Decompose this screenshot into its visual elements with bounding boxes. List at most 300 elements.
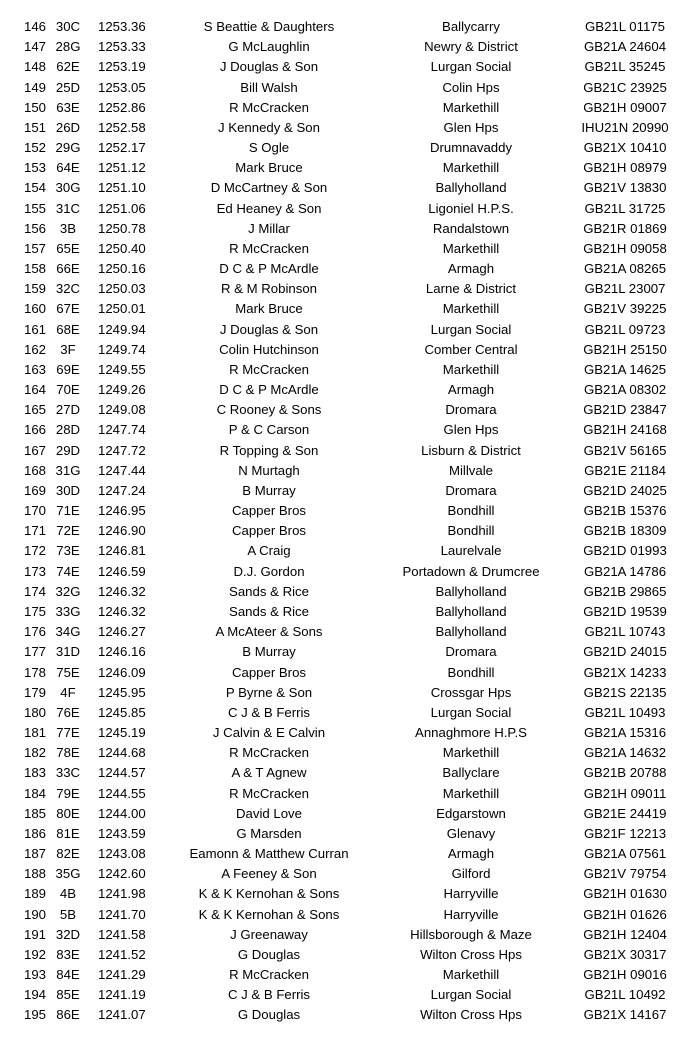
table-row: [0, 965, 687, 985]
ring-number-cell: GB21H 24168: [583, 422, 667, 438]
section-cell: 68E: [56, 321, 80, 337]
fancier-name-cell: G Douglas: [237, 1007, 301, 1023]
club-cell: Harryville: [443, 886, 499, 902]
fancier-name-cell: J Douglas & Son: [219, 321, 319, 337]
ring-number-cell: GB21H 08979: [583, 160, 667, 176]
table-row: [0, 320, 687, 340]
section-cell: 82E: [56, 846, 80, 862]
velocity-cell: 1252.86: [98, 99, 146, 115]
ring-number-cell: GB21L 10492: [584, 987, 666, 1003]
table-row: [0, 743, 687, 763]
velocity-cell: 1247.72: [98, 442, 146, 458]
club-cell: Markethill: [442, 361, 500, 377]
velocity-cell: 1245.95: [98, 684, 146, 700]
ring-number-cell: GB21H 25150: [583, 341, 667, 357]
ring-number-cell: GB21H 01626: [583, 906, 667, 922]
fancier-name-cell: Sands & Rice: [229, 603, 309, 619]
section-cell: 69E: [56, 361, 80, 377]
position-cell: 173: [23, 563, 46, 579]
table-row: [0, 622, 687, 642]
section-cell: 32G: [55, 583, 81, 599]
section-cell: 29G: [55, 140, 81, 156]
velocity-cell: 1241.29: [98, 967, 146, 983]
table-row: [0, 17, 687, 37]
club-cell: Markethill: [442, 160, 500, 176]
ring-number-cell: IHU21N 20990: [581, 119, 669, 135]
section-cell: 71E: [56, 503, 80, 519]
section-cell: 84E: [56, 967, 80, 983]
table-row: [0, 400, 687, 420]
fancier-name-cell: N Murtagh: [238, 462, 300, 478]
fancier-name-cell: J Douglas & Son: [219, 59, 319, 75]
velocity-cell: 1252.58: [98, 119, 146, 135]
position-cell: 150: [23, 99, 46, 115]
section-cell: 75E: [56, 664, 80, 680]
fancier-name-cell: R McCracken: [229, 745, 309, 761]
club-cell: Comber Central: [424, 341, 518, 357]
velocity-cell: 1246.95: [98, 503, 146, 519]
section-cell: 31G: [55, 462, 81, 478]
ring-number-cell: GB21A 15316: [583, 725, 667, 741]
section-cell: 5B: [59, 906, 77, 922]
table-row: [0, 763, 687, 783]
club-cell: Bondhill: [447, 523, 495, 539]
fancier-name-cell: D C & P McArdle: [219, 261, 319, 277]
section-cell: 29D: [55, 442, 81, 458]
club-cell: Glenavy: [446, 825, 496, 841]
velocity-cell: 1250.01: [98, 301, 146, 317]
section-cell: 85E: [56, 987, 80, 1003]
club-cell: Glen Hps: [443, 422, 499, 438]
table-row: [0, 864, 687, 884]
ring-number-cell: GB21D 01993: [583, 543, 667, 559]
club-cell: Millvale: [449, 462, 493, 478]
club-cell: Harryville: [443, 906, 499, 922]
section-cell: 73E: [56, 543, 80, 559]
table-row: [0, 138, 687, 158]
position-cell: 193: [23, 967, 46, 983]
velocity-cell: 1246.27: [98, 624, 146, 640]
section-cell: 32C: [55, 281, 81, 297]
section-cell: 28G: [55, 39, 81, 55]
ring-number-cell: GB21X 30317: [583, 946, 667, 962]
section-cell: 4B: [59, 886, 77, 902]
fancier-name-cell: J Kennedy & Son: [218, 119, 320, 135]
ring-number-cell: GB21D 19539: [583, 603, 667, 619]
ring-number-cell: GB21X 10410: [583, 140, 667, 156]
ring-number-cell: GB21D 24015: [583, 644, 667, 660]
club-cell: Armagh: [447, 261, 495, 277]
fancier-name-cell: G Douglas: [237, 946, 301, 962]
ring-number-cell: GB21H 09016: [583, 967, 667, 983]
ring-number-cell: GB21L 23007: [584, 281, 666, 297]
club-cell: Colin Hps: [442, 79, 500, 95]
velocity-cell: 1249.94: [98, 321, 146, 337]
velocity-cell: 1250.16: [98, 261, 146, 277]
table-row: [0, 279, 687, 299]
ring-number-cell: GB21H 09058: [583, 240, 667, 256]
fancier-name-cell: A & T Agnew: [231, 765, 307, 781]
ring-number-cell: GB21R 01869: [583, 220, 667, 236]
fancier-name-cell: G Marsden: [236, 825, 302, 841]
section-cell: 3F: [60, 341, 76, 357]
table-row: [0, 703, 687, 723]
section-cell: 35G: [55, 866, 81, 882]
ring-number-cell: GB21V 56165: [583, 442, 667, 458]
section-cell: 32D: [55, 926, 81, 942]
club-cell: Ballycarry: [442, 19, 500, 34]
club-cell: Wilton Cross Hps: [420, 946, 522, 962]
ring-number-cell: GB21L 10743: [584, 624, 666, 640]
club-cell: Lurgan Social: [430, 321, 512, 337]
position-cell: 148: [23, 59, 46, 75]
section-cell: 27D: [55, 402, 81, 418]
club-cell: Bondhill: [447, 664, 495, 680]
club-cell: Lurgan Social: [430, 59, 512, 75]
section-cell: 86E: [56, 1007, 80, 1023]
position-cell: 153: [23, 160, 46, 176]
club-cell: Ballyholland: [435, 603, 507, 619]
fancier-name-cell: C J & B Ferris: [227, 987, 311, 1003]
velocity-cell: 1251.10: [98, 180, 146, 196]
velocity-cell: 1244.00: [98, 805, 146, 821]
position-cell: 194: [23, 987, 46, 1003]
velocity-cell: 1244.68: [98, 745, 146, 761]
fancier-name-cell: R & M Robinson: [220, 281, 317, 297]
fancier-name-cell: J Millar: [248, 220, 290, 236]
section-cell: 78E: [56, 745, 80, 761]
table-row: [0, 37, 687, 57]
velocity-cell: 1243.59: [98, 825, 146, 841]
club-cell: Hillsborough & Maze: [410, 926, 532, 942]
table-row: [0, 481, 687, 501]
club-cell: Markethill: [442, 967, 500, 983]
position-cell: 185: [23, 805, 46, 821]
section-cell: 63E: [56, 99, 80, 115]
fancier-name-cell: J Calvin & E Calvin: [212, 725, 326, 741]
table-row: [0, 541, 687, 561]
fancier-name-cell: R McCracken: [229, 785, 309, 801]
fancier-name-cell: A McAteer & Sons: [215, 624, 323, 640]
table-row: [0, 784, 687, 804]
fancier-name-cell: K & K Kernohan & Sons: [198, 906, 340, 922]
table-row: [0, 219, 687, 239]
fancier-name-cell: B Murray: [242, 644, 296, 660]
ring-number-cell: GB21H 09007: [583, 99, 667, 115]
table-row: [0, 57, 687, 77]
position-cell: 151: [23, 119, 46, 135]
section-cell: 30G: [55, 180, 81, 196]
club-cell: Dromara: [445, 644, 497, 660]
position-cell: 154: [23, 180, 46, 196]
club-cell: Crossgar Hps: [430, 684, 512, 700]
section-cell: 64E: [56, 160, 80, 176]
section-cell: 34G: [55, 624, 81, 640]
position-cell: 182: [23, 745, 46, 761]
velocity-cell: 1245.85: [98, 704, 146, 720]
fancier-name-cell: David Love: [236, 805, 302, 821]
position-cell: 166: [23, 422, 46, 438]
position-cell: 152: [23, 140, 46, 156]
fancier-name-cell: Mark Bruce: [235, 160, 303, 176]
ring-number-cell: GB21V 39225: [583, 301, 667, 317]
velocity-cell: 1242.60: [98, 866, 146, 882]
club-cell: Lisburn & District: [421, 442, 521, 458]
section-cell: 33C: [55, 765, 81, 781]
table-row: [0, 521, 687, 541]
table-row: [0, 239, 687, 259]
table-row: [0, 380, 687, 400]
position-cell: 155: [23, 200, 46, 216]
section-cell: 33G: [55, 603, 81, 619]
position-cell: 165: [23, 402, 46, 418]
ring-number-cell: GB21A 24604: [583, 39, 667, 55]
fancier-name-cell: Bill Walsh: [240, 79, 298, 95]
velocity-cell: 1253.05: [98, 79, 146, 95]
velocity-cell: 1253.33: [98, 39, 146, 55]
ring-number-cell: GB21D 24025: [583, 482, 667, 498]
position-cell: 174: [23, 583, 46, 599]
fancier-name-cell: A Craig: [247, 543, 291, 559]
position-cell: 176: [23, 624, 46, 640]
velocity-cell: 1246.16: [98, 644, 146, 660]
velocity-cell: 1247.24: [98, 482, 146, 498]
velocity-cell: 1246.59: [98, 563, 146, 579]
table-row: [0, 340, 687, 360]
position-cell: 177: [23, 644, 46, 660]
ring-number-cell: GB21H 01630: [583, 886, 667, 902]
section-cell: 26D: [55, 119, 81, 135]
fancier-name-cell: K & K Kernohan & Sons: [198, 886, 340, 902]
table-row: [0, 98, 687, 118]
club-cell: Edgarstown: [436, 805, 506, 821]
fancier-name-cell: G McLaughlin: [228, 39, 310, 55]
fancier-name-cell: Sands & Rice: [229, 583, 309, 599]
table-row: [0, 582, 687, 602]
ring-number-cell: GB21C 23925: [583, 79, 667, 95]
velocity-cell: 1247.74: [98, 422, 146, 438]
position-cell: 183: [23, 765, 46, 781]
position-cell: 171: [23, 523, 46, 539]
fancier-name-cell: Ed Heaney & Son: [216, 200, 322, 216]
velocity-cell: 1241.98: [98, 886, 146, 902]
position-cell: 180: [23, 704, 46, 720]
position-cell: 175: [23, 603, 46, 619]
velocity-cell: 1246.09: [98, 664, 146, 680]
club-cell: Laurelvale: [440, 543, 502, 559]
fancier-name-cell: R McCracken: [229, 361, 309, 377]
fancier-name-cell: Colin Hutchinson: [219, 341, 319, 357]
position-cell: 162: [23, 341, 46, 357]
results-table: [0, 17, 687, 1026]
fancier-name-cell: Capper Bros: [231, 523, 307, 539]
club-cell: Bondhill: [447, 503, 495, 519]
club-cell: Ballyholland: [435, 624, 507, 640]
section-cell: 70E: [56, 382, 80, 398]
position-cell: 189: [23, 886, 46, 902]
club-cell: Ligoniel H.P.S.: [428, 200, 514, 216]
table-row: [0, 804, 687, 824]
velocity-cell: 1247.44: [98, 462, 146, 478]
ring-number-cell: GB21F 12213: [583, 825, 667, 841]
velocity-cell: 1250.78: [98, 220, 146, 236]
position-cell: 163: [23, 361, 46, 377]
table-row: [0, 501, 687, 521]
club-cell: Glen Hps: [443, 119, 499, 135]
club-cell: Larne & District: [425, 281, 517, 297]
position-cell: 190: [23, 906, 46, 922]
position-cell: 179: [23, 684, 46, 700]
position-cell: 195: [23, 1007, 46, 1023]
velocity-cell: 1244.57: [98, 765, 146, 781]
velocity-cell: 1246.32: [98, 603, 146, 619]
table-row: [0, 199, 687, 219]
table-row: [0, 884, 687, 904]
velocity-cell: 1253.19: [98, 59, 146, 75]
table-row: [0, 723, 687, 743]
velocity-cell: 1251.12: [98, 160, 146, 176]
velocity-cell: 1241.52: [98, 946, 146, 962]
velocity-cell: 1243.08: [98, 846, 146, 862]
table-row: [0, 663, 687, 683]
position-cell: 188: [23, 866, 46, 882]
velocity-cell: 1246.90: [98, 523, 146, 539]
fancier-name-cell: R Topping & Son: [219, 442, 319, 458]
position-cell: 187: [23, 846, 46, 862]
fancier-name-cell: S Beattie & Daughters: [203, 19, 335, 34]
position-cell: 160: [23, 301, 46, 317]
position-cell: 191: [23, 926, 46, 942]
position-cell: 192: [23, 946, 46, 962]
table-row: [0, 360, 687, 380]
table-row: [0, 178, 687, 198]
section-cell: 28D: [55, 422, 81, 438]
fancier-name-cell: R McCracken: [229, 240, 309, 256]
velocity-cell: 1246.81: [98, 543, 146, 559]
velocity-cell: 1250.03: [98, 281, 146, 297]
table-row: [0, 642, 687, 662]
club-cell: Wilton Cross Hps: [420, 1007, 522, 1023]
velocity-cell: 1241.19: [98, 987, 146, 1003]
ring-number-cell: GB21H 12404: [583, 926, 667, 942]
position-cell: 181: [23, 725, 46, 741]
table-row: [0, 945, 687, 965]
section-cell: 65E: [56, 240, 80, 256]
position-cell: 170: [23, 503, 46, 519]
position-cell: 169: [23, 482, 46, 498]
section-cell: 74E: [56, 563, 80, 579]
fancier-name-cell: Capper Bros: [231, 664, 307, 680]
section-cell: 3B: [59, 220, 77, 236]
club-cell: Ballyholland: [435, 583, 507, 599]
table-row: [0, 1005, 687, 1025]
club-cell: Armagh: [447, 846, 495, 862]
table-row: [0, 158, 687, 178]
fancier-name-cell: P & C Carson: [228, 422, 310, 438]
club-cell: Drumnavaddy: [429, 140, 513, 156]
position-cell: 156: [23, 220, 46, 236]
club-cell: Armagh: [447, 382, 495, 398]
section-cell: 30D: [55, 482, 81, 498]
position-cell: 167: [23, 442, 46, 458]
club-cell: Markethill: [442, 745, 500, 761]
section-cell: 77E: [56, 725, 80, 741]
club-cell: Portadown & Drumcree: [402, 563, 540, 579]
ring-number-cell: GB21V 79754: [583, 866, 667, 882]
club-cell: Markethill: [442, 99, 500, 115]
position-cell: 149: [23, 79, 46, 95]
velocity-cell: 1245.19: [98, 725, 146, 741]
club-cell: Markethill: [442, 785, 500, 801]
velocity-cell: 1241.70: [98, 906, 146, 922]
fancier-name-cell: D McCartney & Son: [210, 180, 328, 196]
table-row: [0, 78, 687, 98]
club-cell: Annaghmore H.P.S: [415, 725, 527, 741]
club-cell: Dromara: [445, 482, 497, 498]
club-cell: Lurgan Social: [430, 987, 512, 1003]
velocity-cell: 1249.55: [98, 361, 146, 377]
ring-number-cell: GB21L 35245: [584, 59, 666, 75]
position-cell: 178: [23, 664, 46, 680]
ring-number-cell: GB21A 14625: [583, 361, 667, 377]
ring-number-cell: GB21X 14167: [583, 1007, 667, 1023]
ring-number-cell: GB21B 20788: [583, 765, 667, 781]
fancier-name-cell: A Feeney & Son: [221, 866, 317, 882]
fancier-name-cell: Capper Bros: [231, 503, 307, 519]
section-cell: 79E: [56, 785, 80, 801]
table-row: [0, 441, 687, 461]
position-cell: 184: [23, 785, 46, 801]
position-cell: 158: [23, 261, 46, 277]
position-cell: 164: [23, 382, 46, 398]
ring-number-cell: GB21A 07561: [583, 846, 667, 862]
ring-number-cell: GB21L 01175: [585, 19, 665, 34]
club-cell: Newry & District: [424, 39, 518, 55]
position-cell: 186: [23, 825, 46, 841]
position-cell: 159: [23, 281, 46, 297]
ring-number-cell: GB21V 13830: [583, 180, 667, 196]
ring-number-cell: GB21X 14233: [583, 664, 667, 680]
section-cell: 76E: [56, 704, 80, 720]
ring-number-cell: GB21H 09011: [583, 785, 667, 801]
table-row: [0, 118, 687, 138]
position-cell: 168: [23, 462, 46, 478]
section-cell: 67E: [56, 301, 80, 317]
fancier-name-cell: J Greenaway: [230, 926, 308, 942]
section-cell: 80E: [56, 805, 80, 821]
club-cell: Gilford: [451, 866, 491, 882]
club-cell: Ballyholland: [435, 180, 507, 196]
section-cell: 72E: [56, 523, 80, 539]
section-cell: 66E: [56, 261, 80, 277]
velocity-cell: 1253.36: [98, 19, 146, 34]
club-cell: Markethill: [442, 240, 500, 256]
fancier-name-cell: C Rooney & Sons: [216, 402, 322, 418]
section-cell: 25D: [55, 79, 81, 95]
fancier-name-cell: S Ogle: [248, 140, 290, 156]
club-cell: Dromara: [445, 402, 497, 418]
fancier-name-cell: Eamonn & Matthew Curran: [189, 846, 349, 862]
section-cell: 30C: [55, 19, 81, 34]
table-row: [0, 562, 687, 582]
table-row: [0, 259, 687, 279]
club-cell: Ballyclare: [442, 765, 500, 781]
fancier-name-cell: P Byrne & Son: [225, 684, 313, 700]
fancier-name-cell: B Murray: [242, 482, 296, 498]
table-row: [0, 461, 687, 481]
velocity-cell: 1249.08: [98, 402, 146, 418]
position-cell: 146: [23, 19, 46, 34]
